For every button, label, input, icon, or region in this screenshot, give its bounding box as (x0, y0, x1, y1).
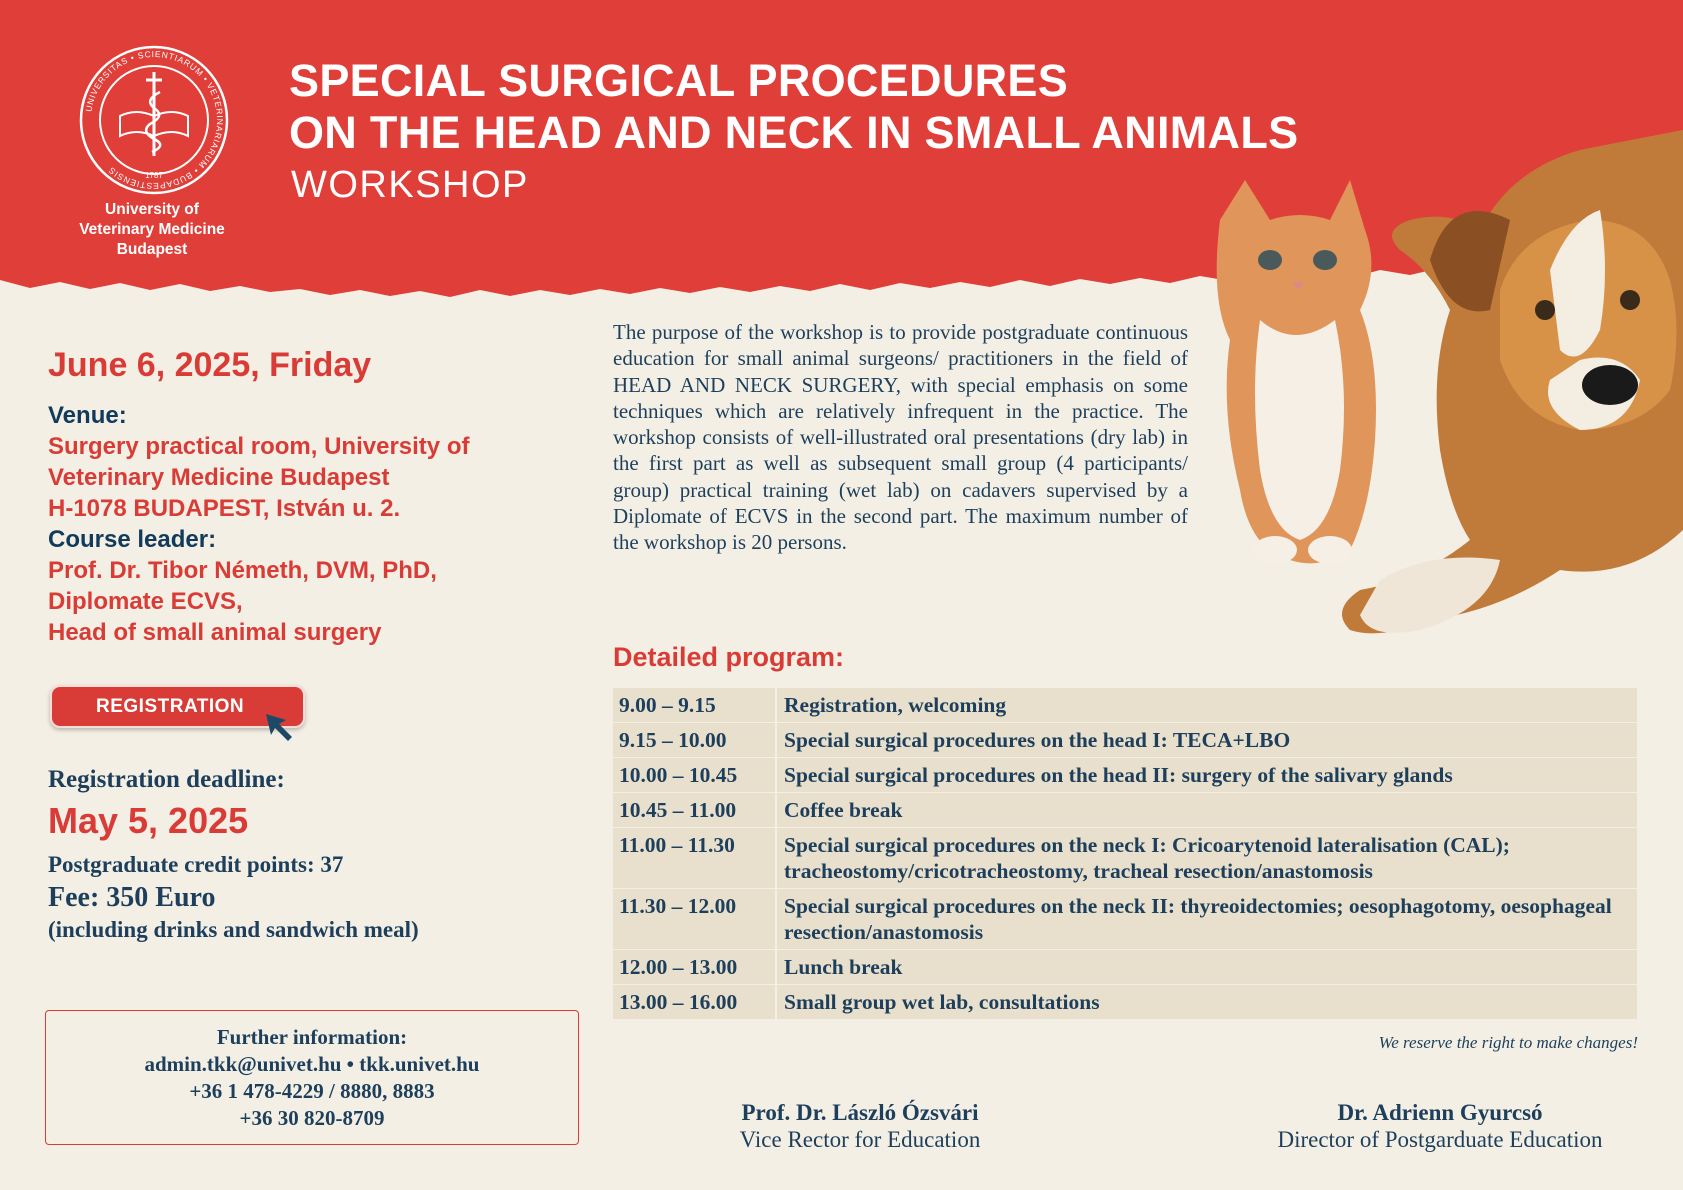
contact-email-web[interactable]: admin.tkk@univet.hu • tkk.univet.hu (144, 1052, 480, 1076)
contact-info-box (45, 1010, 579, 1145)
program-time: 10.45 – 11.00 (613, 793, 777, 828)
leader-line-2: Diplomate ECVS, (48, 588, 243, 615)
title-line-2: ON THE HEAD AND NECK IN SMALL ANIMALS (289, 107, 1299, 158)
signature-vice-rector (720, 1099, 1000, 1153)
registration-deadline-date: May 5, 2025 (48, 800, 249, 841)
signatory-role: Director of Postgarduate Education (1277, 1127, 1603, 1152)
program-description: Special surgical procedures on the neck I: Cricoarytenoid lateralisation (CAL); tracheostomy/cricotracheostomy, tracheal resection/anastomosis (777, 828, 1637, 889)
table-row (613, 758, 1637, 793)
contact-heading: Further information: (216, 1025, 408, 1049)
venue-label: Venue: (48, 402, 127, 429)
program-time: 11.30 – 12.00 (613, 889, 777, 950)
fee: Fee: 350 Euro (48, 882, 216, 913)
program-time: 13.00 – 16.00 (613, 985, 777, 1020)
subtitle: WORKSHOP (291, 164, 529, 206)
program-description: Special surgical procedures on the neck II: thyreoidectomies; oesophagotomy, oesophageal resection/anastomosis (777, 889, 1637, 950)
table-row (613, 950, 1637, 985)
program-time: 12.00 – 13.00 (613, 950, 777, 985)
registration-deadline-label: Registration deadline: (48, 766, 285, 793)
credit-points: Postgraduate credit points: 37 (48, 852, 344, 877)
svg-text:1787: 1787 (145, 171, 163, 180)
signatory-role: Vice Rector for Education (739, 1127, 981, 1152)
program-description: Special surgical procedures on the head II: surgery of the salivary glands (777, 758, 1637, 793)
title-line-1: SPECIAL SURGICAL PROCEDURES (289, 55, 1069, 106)
venue-line-3: H-1078 BUDAPEST, István u. 2. (48, 495, 401, 522)
workshop-purpose: The purpose of the workshop is to provide postgraduate continuous education for small animal surgeons/ practitioners in the field of HEAD AND NECK SURGERY, with special emphasis on some techniques which are relatively infrequent in the practice. The workshop consists of well-illustrated oral presentations (dry lab) in the first part as well as subsequent small group (4 participants/ group) practical training (wet lab) on cadavers supervised by a Diplomate of ECVS in the second part. The maximum number of the workshop is 20 persons. (613, 320, 1188, 555)
contact-phone-2: +36 30 820-8709 (239, 1106, 385, 1130)
table-row (613, 985, 1637, 1020)
page-title (289, 55, 1298, 159)
signature-director (1260, 1099, 1620, 1153)
program-time: 9.15 – 10.00 (613, 723, 777, 758)
leader-line-1: Prof. Dr. Tibor Németh, DVM, PhD, (48, 557, 437, 584)
program-description: Special surgical procedures on the head I: TECA+LBO (777, 723, 1637, 758)
venue-line-1: Surgery practical room, University of (48, 433, 470, 460)
leader-line-3: Head of small animal surgery (48, 619, 382, 646)
program-heading: Detailed program: (613, 642, 845, 672)
table-row (613, 688, 1637, 723)
program-description: Coffee break (777, 793, 1637, 828)
program-description: Small group wet lab, consultations (777, 985, 1637, 1020)
table-row (613, 889, 1637, 950)
event-date: June 6, 2025, Friday (48, 346, 372, 384)
university-name: University of Veterinary Medicine Budapest (79, 201, 225, 258)
course-leader-label: Course leader: (48, 526, 217, 553)
cursor-arrow-icon (264, 712, 298, 746)
program-description: Registration, welcoming (777, 688, 1637, 723)
signatory-name: Prof. Dr. László Ózsvári (741, 1100, 979, 1125)
registration-button-label: REGISTRATION (96, 695, 245, 717)
disclaimer: We reserve the right to make changes! (1378, 1033, 1638, 1052)
program-time: 10.00 – 10.45 (613, 758, 777, 793)
signatory-name: Dr. Adrienn Gyurcsó (1337, 1100, 1543, 1125)
event-details (48, 400, 568, 648)
table-row (613, 828, 1637, 889)
program-description: Lunch break (777, 950, 1637, 985)
svg-text:UNIVERSITAS • SCIENTIARUM • VE: UNIVERSITAS • SCIENTIARUM • VETERINARIARUM • BUDAPESTIENSIS (83, 48, 226, 192)
kitten-and-dog-image (1200, 110, 1683, 680)
university-seal (78, 44, 230, 196)
table-row (613, 793, 1637, 828)
contact-phone-1: +36 1 478-4229 / 8880, 8883 (189, 1079, 435, 1103)
fee-note: (including drinks and sandwich meal) (48, 917, 419, 942)
program-time: 9.00 – 9.15 (613, 688, 777, 723)
program-time: 11.00 – 11.30 (613, 828, 777, 889)
venue-line-2: Veterinary Medicine Budapest (48, 464, 390, 491)
table-row (613, 723, 1637, 758)
program-table (613, 688, 1637, 1020)
